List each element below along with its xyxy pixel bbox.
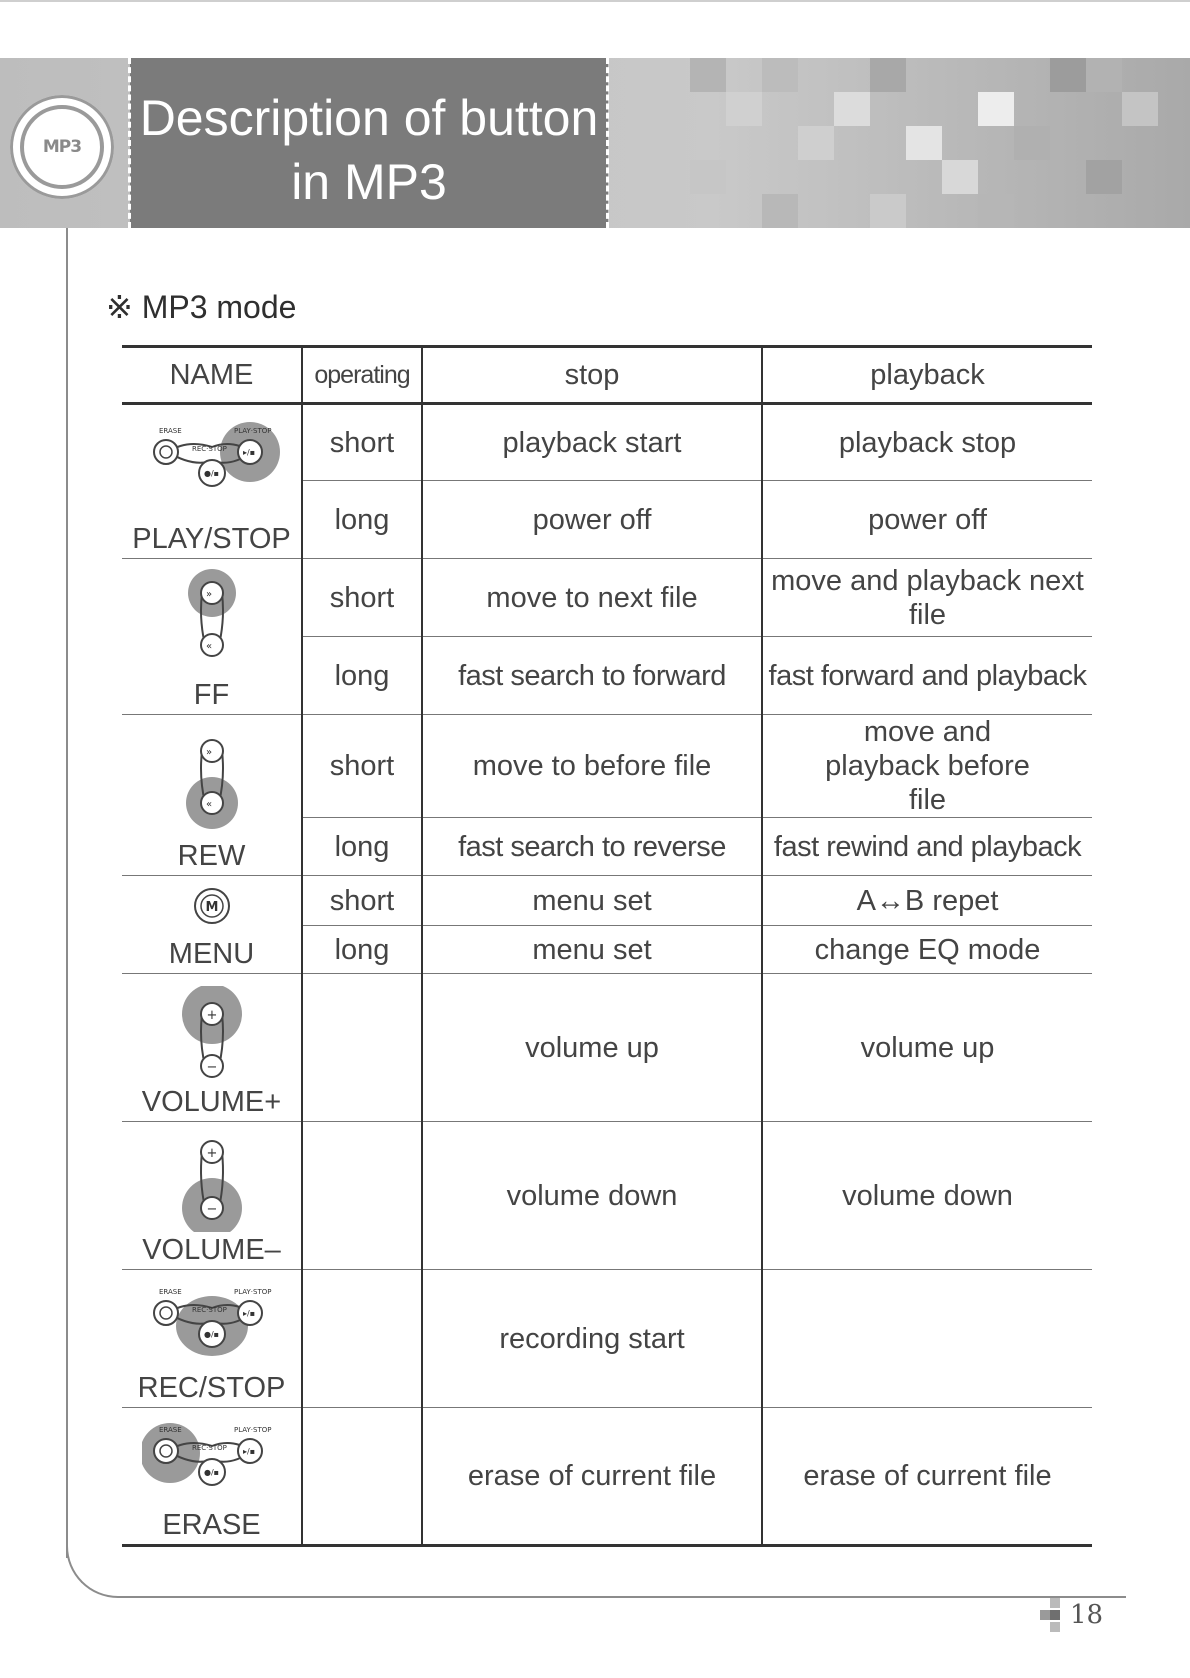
svg-text:PLAY·STOP: PLAY·STOP	[233, 1426, 271, 1434]
playback-cell: power off	[762, 481, 1092, 559]
operating-cell: short	[302, 404, 422, 481]
svg-text:PLAY·STOP: PLAY·STOP	[233, 1288, 271, 1296]
name-cell-erase	[122, 1408, 302, 1546]
table-row	[122, 876, 1092, 926]
header-stop: stop	[422, 347, 762, 404]
header-banner	[0, 58, 1190, 228]
table-row	[122, 404, 1092, 481]
svg-text:»: »	[205, 747, 212, 758]
stop-cell: recording start	[422, 1270, 762, 1408]
section-title: ※ MP3 mode	[106, 289, 297, 325]
frame-corner	[66, 1530, 126, 1598]
title-line-2: in MP3	[291, 154, 447, 210]
button-name: ERASE	[162, 1509, 261, 1541]
playback-cell	[762, 1270, 1092, 1408]
stop-cell: move to before file	[422, 715, 762, 818]
mosaic-decoration	[690, 58, 1190, 228]
svg-text:REC·STOP: REC·STOP	[191, 1306, 227, 1314]
playback-cell: fast rewind and playback	[762, 818, 1092, 876]
frame-left-line	[66, 228, 68, 1558]
svg-text:»: »	[205, 589, 212, 600]
svg-text:●/▪: ●/▪	[203, 1468, 219, 1477]
button-name: REC/STOP	[137, 1372, 286, 1404]
ff-button-icon	[177, 569, 247, 669]
operating-cell: long	[302, 926, 422, 974]
playback-cell: playback stop	[762, 404, 1092, 481]
name-cell-rew	[122, 715, 302, 876]
button-name: VOLUME–	[142, 1234, 281, 1266]
name-cell-rec-stop	[122, 1270, 302, 1408]
playback-cell: fast forward and playback	[762, 637, 1092, 715]
name-cell-ff	[122, 559, 302, 715]
operating-cell	[302, 1122, 422, 1270]
button-name: PLAY/STOP	[132, 523, 291, 555]
name-cell-volume-up	[122, 974, 302, 1122]
playback-cell: A↔B repet	[762, 876, 1092, 926]
table-row	[122, 1270, 1092, 1408]
svg-text:«: «	[205, 641, 212, 652]
operating-cell: short	[302, 876, 422, 926]
operating-cell: short	[302, 559, 422, 637]
frame-bottom-line	[124, 1596, 1126, 1598]
stop-cell: menu set	[422, 876, 762, 926]
stop-cell: menu set	[422, 926, 762, 974]
svg-text:REC·STOP: REC·STOP	[191, 1444, 227, 1452]
playback-cell: change EQ mode	[762, 926, 1092, 974]
svg-text:●/▪: ●/▪	[203, 469, 219, 478]
stop-cell: fast search to forward	[422, 637, 762, 715]
svg-text:▸/▪: ▸/▪	[242, 448, 255, 457]
page-title	[130, 86, 608, 214]
name-cell-menu	[122, 876, 302, 974]
operating-cell: long	[302, 481, 422, 559]
stop-cell: move to next file	[422, 559, 762, 637]
operating-cell	[302, 1408, 422, 1546]
stop-cell: power off	[422, 481, 762, 559]
play-stop-button-icon	[142, 421, 282, 499]
svg-text:+: +	[206, 1008, 217, 1023]
table-row	[122, 1122, 1092, 1270]
operating-cell: short	[302, 715, 422, 818]
menu-button-icon	[192, 886, 232, 926]
operating-cell	[302, 1270, 422, 1408]
table-header-row	[122, 347, 1092, 404]
playback-cell: move and playback next file	[762, 559, 1092, 637]
table-row	[122, 559, 1092, 637]
svg-text:−: −	[206, 1202, 217, 1217]
top-rule	[0, 0, 1190, 2]
header-name: NAME	[122, 347, 302, 404]
button-name: MENU	[168, 938, 255, 970]
svg-text:ERASE: ERASE	[158, 1426, 182, 1434]
page-number: 18	[1070, 1600, 1104, 1630]
playback-cell: volume up	[762, 974, 1092, 1122]
rec-stop-button-icon	[142, 1282, 282, 1360]
svg-text:−: −	[206, 1060, 217, 1075]
volume-up-button-icon	[177, 986, 247, 1090]
svg-text:+: +	[206, 1146, 217, 1161]
playback-cell: move and playback before file	[762, 715, 1092, 818]
name-cell-volume-down	[122, 1122, 302, 1270]
name-cell-play-stop	[122, 404, 302, 559]
svg-text:REC·STOP: REC·STOP	[191, 445, 227, 453]
button-name: VOLUME+	[141, 1086, 282, 1118]
header-operating: operating	[302, 347, 422, 404]
stop-cell: erase of current file	[422, 1408, 762, 1546]
table-row	[122, 1408, 1092, 1546]
svg-text:ERASE: ERASE	[158, 1288, 182, 1296]
playback-cell: volume down	[762, 1122, 1092, 1270]
svg-text:▸/▪: ▸/▪	[242, 1309, 255, 1318]
svg-text:PLAY·STOP: PLAY·STOP	[233, 427, 271, 435]
logo-text: MP3	[20, 105, 104, 189]
title-line-1: Description of button	[139, 90, 599, 146]
erase-button-icon	[142, 1420, 282, 1498]
button-name: REW	[177, 840, 246, 872]
mp3-logo-icon	[10, 95, 114, 199]
stop-cell: fast search to reverse	[422, 818, 762, 876]
volume-down-button-icon	[177, 1128, 247, 1232]
header-playback: playback	[762, 347, 1092, 404]
menu-icon-letter: M	[205, 900, 218, 915]
stop-cell: volume down	[422, 1122, 762, 1270]
page-number-decoration	[1040, 1598, 1070, 1636]
operating-cell: long	[302, 818, 422, 876]
table-row	[122, 715, 1092, 818]
operating-cell	[302, 974, 422, 1122]
stop-cell: playback start	[422, 404, 762, 481]
playback-cell: erase of current file	[762, 1408, 1092, 1546]
button-table	[122, 345, 1092, 1547]
svg-text:«: «	[205, 799, 212, 810]
operating-cell: long	[302, 637, 422, 715]
rew-button-icon	[177, 727, 247, 831]
svg-text:▸/▪: ▸/▪	[242, 1447, 255, 1456]
svg-text:●/▪: ●/▪	[203, 1330, 219, 1339]
stop-cell: volume up	[422, 974, 762, 1122]
svg-text:ERASE: ERASE	[158, 427, 182, 435]
table-row	[122, 974, 1092, 1122]
button-name: FF	[193, 679, 230, 711]
